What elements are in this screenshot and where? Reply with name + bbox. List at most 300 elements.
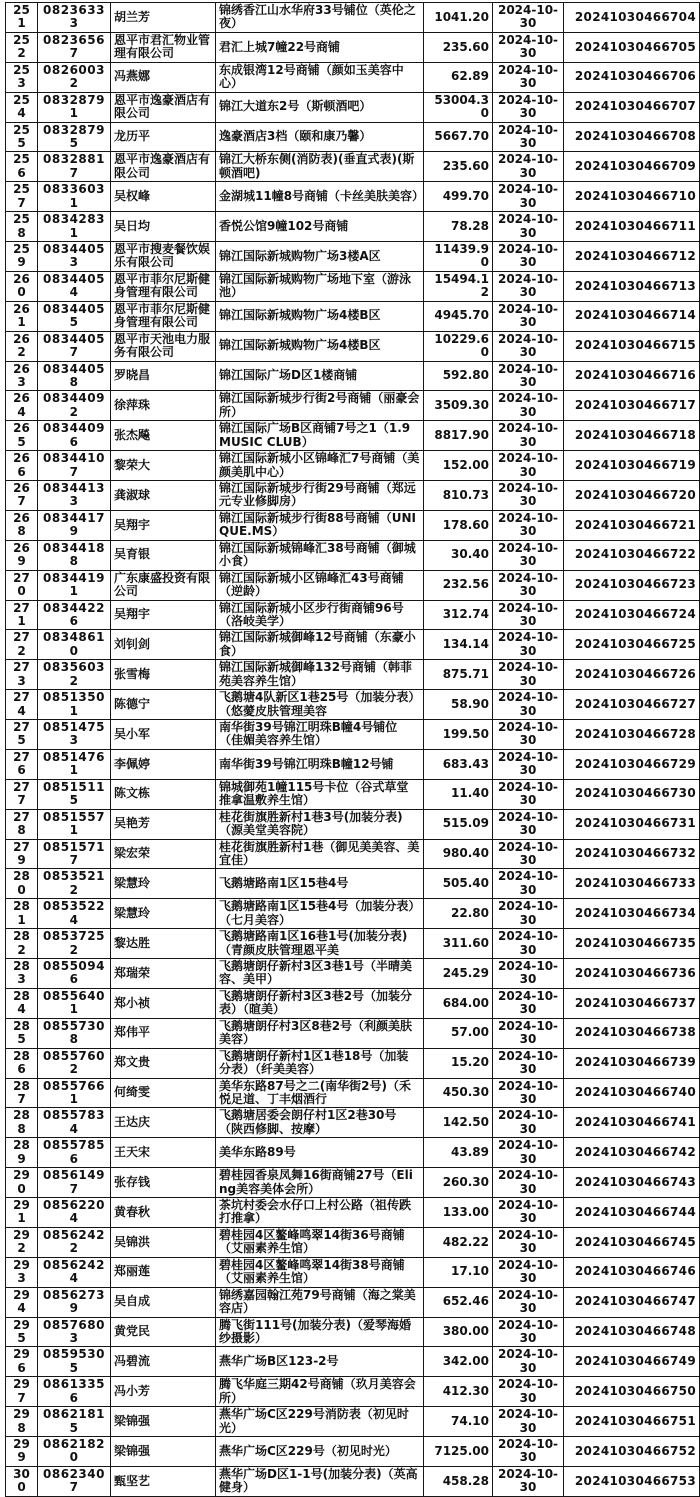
row-number-cell: 299 — [6, 1437, 38, 1467]
date-cell: 2024-10-30 — [493, 1437, 564, 1467]
customer-name-cell: 张存钱 — [111, 1168, 216, 1198]
customer-name-cell: 吴锦洪 — [111, 1227, 216, 1257]
amount-cell: 74.10 — [424, 1407, 493, 1437]
row-number-cell: 271 — [6, 600, 38, 630]
table-row — [6, 929, 700, 959]
table-row — [6, 1078, 700, 1108]
table-row — [6, 1048, 700, 1078]
date-cell: 2024-10-30 — [493, 3, 564, 33]
customer-name-cell: 恩平市逸豪酒店有限公司 — [111, 152, 216, 182]
date-cell: 2024-10-30 — [493, 361, 564, 391]
address-cell: 茶坑村委会水仔口上村公路（祖传跌打推拿） — [216, 1198, 424, 1228]
account-number-cell: 08344107 — [38, 451, 111, 481]
row-number-cell: 277 — [6, 779, 38, 809]
address-cell: 锦江国际新城购物广场3楼A区 — [216, 242, 424, 272]
table-row — [6, 510, 700, 540]
customer-name-cell: 陈文栋 — [111, 779, 216, 809]
account-number-cell: 08514761 — [38, 749, 111, 779]
customer-name-cell: 冯小芳 — [111, 1377, 216, 1407]
amount-cell: 482.22 — [424, 1227, 493, 1257]
serial-number-cell: 20241030466705 — [564, 32, 700, 62]
serial-number-cell: 20241030466724 — [564, 600, 700, 630]
row-number-cell: 268 — [6, 510, 38, 540]
table-row — [6, 959, 700, 989]
amount-cell: 875.71 — [424, 660, 493, 690]
date-cell: 2024-10-30 — [493, 600, 564, 630]
row-number-cell: 284 — [6, 988, 38, 1018]
date-cell: 2024-10-30 — [493, 1377, 564, 1407]
table-row — [6, 152, 700, 182]
table-row — [6, 779, 700, 809]
amount-cell: 342.00 — [424, 1347, 493, 1377]
row-number-cell: 257 — [6, 182, 38, 212]
amount-cell: 133.00 — [424, 1198, 493, 1228]
customer-name-cell: 冯碧流 — [111, 1347, 216, 1377]
row-number-cell: 258 — [6, 212, 38, 242]
customer-name-cell: 郑文贵 — [111, 1048, 216, 1078]
date-cell: 2024-10-30 — [493, 451, 564, 481]
customer-name-cell: 陈德宁 — [111, 690, 216, 720]
customer-name-cell: 郑伟平 — [111, 1018, 216, 1048]
date-cell: 2024-10-30 — [493, 92, 564, 122]
date-cell: 2024-10-30 — [493, 869, 564, 899]
table-row — [6, 3, 700, 33]
address-cell: 飞鹅塘4队新区1巷25号（加装分表）（悠薆皮肤管理美容 — [216, 690, 424, 720]
address-cell: 燕华广场C区229号消防表（初见时光） — [216, 1407, 424, 1437]
serial-number-cell: 20241030466712 — [564, 242, 700, 272]
address-cell: 锦江国际新城购物广场4楼B区 — [216, 301, 424, 331]
date-cell: 2024-10-30 — [493, 1407, 564, 1437]
serial-number-cell: 20241030466708 — [564, 122, 700, 152]
account-number-cell: 08344096 — [38, 421, 111, 451]
serial-number-cell: 20241030466725 — [564, 630, 700, 660]
account-number-cell: 08344133 — [38, 481, 111, 511]
date-cell: 2024-10-30 — [493, 331, 564, 361]
row-number-cell: 273 — [6, 660, 38, 690]
date-cell: 2024-10-30 — [493, 570, 564, 600]
customer-name-cell: 黎荣大 — [111, 451, 216, 481]
serial-number-cell: 20241030466746 — [564, 1257, 700, 1287]
amount-cell: 11.40 — [424, 779, 493, 809]
serial-number-cell: 20241030466745 — [564, 1227, 700, 1257]
amount-cell: 57.00 — [424, 1018, 493, 1048]
date-cell: 2024-10-30 — [493, 182, 564, 212]
address-cell: 碧桂园4区鳌峰鸣翠14街38号商铺（艾丽素养生馆） — [216, 1257, 424, 1287]
table-row — [6, 1018, 700, 1048]
amount-cell: 7125.00 — [424, 1437, 493, 1467]
customer-name-cell: 冯燕娜 — [111, 62, 216, 92]
row-number-cell: 270 — [6, 570, 38, 600]
account-number-cell: 08557856 — [38, 1138, 111, 1168]
date-cell: 2024-10-30 — [493, 809, 564, 839]
date-cell: 2024-10-30 — [493, 749, 564, 779]
table-row — [6, 212, 700, 242]
customer-name-cell: 郑丽莲 — [111, 1257, 216, 1287]
date-cell: 2024-10-30 — [493, 152, 564, 182]
row-number-cell: 272 — [6, 630, 38, 660]
serial-number-cell: 20241030466727 — [564, 690, 700, 720]
row-number-cell: 294 — [6, 1287, 38, 1317]
address-cell: 桂花街旗胜新村1巷3号(加装分表)（源美堂美容院） — [216, 809, 424, 839]
table-row — [6, 1317, 700, 1347]
table-row — [6, 988, 700, 1018]
table-row — [6, 271, 700, 301]
row-number-cell: 300 — [6, 1466, 38, 1496]
address-cell: 锦江国际新城小区锦峰汇43号商铺（逆龄） — [216, 570, 424, 600]
customer-name-cell: 梁锦强 — [111, 1407, 216, 1437]
account-number-cell: 08537252 — [38, 929, 111, 959]
account-number-cell: 08557661 — [38, 1078, 111, 1108]
customer-name-cell: 恩平市逸豪酒店有限公司 — [111, 92, 216, 122]
customer-name-cell: 刘钊剑 — [111, 630, 216, 660]
date-cell: 2024-10-30 — [493, 899, 564, 929]
row-number-cell: 280 — [6, 869, 38, 899]
date-cell: 2024-10-30 — [493, 391, 564, 421]
account-number-cell: 08515571 — [38, 809, 111, 839]
row-number-cell: 274 — [6, 690, 38, 720]
customer-name-cell: 恩平市搜麦餐饮娱乐有限公司 — [111, 242, 216, 272]
account-number-cell: 08595305 — [38, 1347, 111, 1377]
serial-number-cell: 20241030466730 — [564, 779, 700, 809]
amount-cell: 178.60 — [424, 510, 493, 540]
date-cell: 2024-10-30 — [493, 1078, 564, 1108]
address-cell: 锦绣嘉园翰江苑79号商铺（海之棠美容店） — [216, 1287, 424, 1317]
serial-number-cell: 20241030466735 — [564, 929, 700, 959]
address-cell: 锦江大桥东侧(消防表)(垂直式表)(斯顿酒吧) — [216, 152, 424, 182]
serial-number-cell: 20241030466748 — [564, 1317, 700, 1347]
customer-name-cell: 吴自成 — [111, 1287, 216, 1317]
row-number-cell: 275 — [6, 720, 38, 750]
amount-cell: 311.60 — [424, 929, 493, 959]
amount-cell: 53004.30 — [424, 92, 493, 122]
date-cell: 2024-10-30 — [493, 690, 564, 720]
serial-number-cell: 20241030466752 — [564, 1437, 700, 1467]
date-cell: 2024-10-30 — [493, 242, 564, 272]
table-row — [6, 122, 700, 152]
address-cell: 锦江国际新城锦峰汇38号商铺（御城小食） — [216, 540, 424, 570]
customer-name-cell: 吴翔宇 — [111, 510, 216, 540]
address-cell: 飞鹅塘路南1区15巷4号 — [216, 869, 424, 899]
address-cell: 锦江国际新城御峰12号商铺（东豪小食） — [216, 630, 424, 660]
amount-cell: 260.30 — [424, 1168, 493, 1198]
serial-number-cell: 20241030466739 — [564, 1048, 700, 1078]
serial-number-cell: 20241030466716 — [564, 361, 700, 391]
account-number-cell: 08344054 — [38, 271, 111, 301]
address-cell: 碧桂园香泉凤舞16街商铺27号（Eling美容美体会所） — [216, 1168, 424, 1198]
date-cell: 2024-10-30 — [493, 1168, 564, 1198]
address-cell: 飞鹅塘路南1区16巷1号(加装分表)（青颜皮肤管理恩平美 — [216, 929, 424, 959]
account-number-cell: 08342831 — [38, 212, 111, 242]
customer-name-cell: 吴艳芳 — [111, 809, 216, 839]
address-cell: 锦江国际新城御峰132号商铺（韩菲苑美容养生馆） — [216, 660, 424, 690]
customer-name-cell: 吴日均 — [111, 212, 216, 242]
account-number-cell: 08356032 — [38, 660, 111, 690]
serial-number-cell: 20241030466749 — [564, 1347, 700, 1377]
customer-name-cell: 梁慧玲 — [111, 899, 216, 929]
date-cell: 2024-10-30 — [493, 540, 564, 570]
customer-name-cell: 甄坚艺 — [111, 1466, 216, 1496]
address-cell: 腾飞华庭三期42号商铺（玖月美容会所） — [216, 1377, 424, 1407]
table-row — [6, 92, 700, 122]
customer-name-cell: 梁锦强 — [111, 1437, 216, 1467]
date-cell: 2024-10-30 — [493, 988, 564, 1018]
row-number-cell: 295 — [6, 1317, 38, 1347]
account-number-cell: 08344226 — [38, 600, 111, 630]
account-number-cell: 08344188 — [38, 540, 111, 570]
account-number-cell: 08515717 — [38, 839, 111, 869]
customer-name-cell: 吴翔宇 — [111, 600, 216, 630]
address-cell: 锦城御苑1幢115号卡位（谷式草堂推拿温敷养生馆） — [216, 779, 424, 809]
amount-cell: 152.00 — [424, 451, 493, 481]
table-row — [6, 421, 700, 451]
table-row — [6, 1287, 700, 1317]
address-cell: 东成银湾12号商铺（颜如玉美容中心） — [216, 62, 424, 92]
serial-number-cell: 20241030466753 — [564, 1466, 700, 1496]
address-cell: 锦江国际新城步行街29号商铺（郑远元专业修脚房） — [216, 481, 424, 511]
customer-name-cell: 王天宋 — [111, 1138, 216, 1168]
table-row — [6, 1108, 700, 1138]
row-number-cell: 269 — [6, 540, 38, 570]
serial-number-cell: 20241030466715 — [564, 331, 700, 361]
customer-name-cell: 王达庆 — [111, 1108, 216, 1138]
account-number-cell: 08344191 — [38, 570, 111, 600]
account-number-cell: 08328817 — [38, 152, 111, 182]
table-row — [6, 570, 700, 600]
amount-cell: 134.14 — [424, 630, 493, 660]
serial-number-cell: 20241030466707 — [564, 92, 700, 122]
account-number-cell: 08336031 — [38, 182, 111, 212]
row-number-cell: 260 — [6, 271, 38, 301]
amount-cell: 62.89 — [424, 62, 493, 92]
table-row — [6, 1138, 700, 1168]
table-row — [6, 32, 700, 62]
row-number-cell: 298 — [6, 1407, 38, 1437]
serial-number-cell: 20241030466706 — [564, 62, 700, 92]
row-number-cell: 264 — [6, 391, 38, 421]
table-row — [6, 899, 700, 929]
amount-cell: 5667.70 — [424, 122, 493, 152]
amount-cell: 312.74 — [424, 600, 493, 630]
account-number-cell: 08236567 — [38, 32, 111, 62]
amount-cell: 30.40 — [424, 540, 493, 570]
serial-number-cell: 20241030466736 — [564, 959, 700, 989]
amount-cell: 8817.90 — [424, 421, 493, 451]
serial-number-cell: 20241030466709 — [564, 152, 700, 182]
row-number-cell: 252 — [6, 32, 38, 62]
account-number-cell: 08344057 — [38, 331, 111, 361]
row-number-cell: 291 — [6, 1198, 38, 1228]
account-number-cell: 08348610 — [38, 630, 111, 660]
customer-name-cell: 张雪梅 — [111, 660, 216, 690]
address-cell: 美华东路89号 — [216, 1138, 424, 1168]
serial-number-cell: 20241030466740 — [564, 1078, 700, 1108]
account-number-cell: 08344055 — [38, 301, 111, 331]
row-number-cell: 287 — [6, 1078, 38, 1108]
table-row — [6, 1257, 700, 1287]
date-cell: 2024-10-30 — [493, 720, 564, 750]
table-row — [6, 749, 700, 779]
amount-cell: 15494.12 — [424, 271, 493, 301]
address-cell: 飞鹅塘朗仔村3区8巷2号（利颜美肤美容） — [216, 1018, 424, 1048]
serial-number-cell: 20241030466720 — [564, 481, 700, 511]
customer-name-cell: 何绮雯 — [111, 1078, 216, 1108]
account-number-cell: 08260032 — [38, 62, 111, 92]
customer-name-cell: 黄春秋 — [111, 1198, 216, 1228]
amount-cell: 43.89 — [424, 1138, 493, 1168]
row-number-cell: 262 — [6, 331, 38, 361]
address-cell: 锦江国际新城小区步行街商铺96号（洛岐美学） — [216, 600, 424, 630]
serial-number-cell: 20241030466743 — [564, 1168, 700, 1198]
address-cell: 金湖城11幢8号商铺（卡丝美肤美容） — [216, 182, 424, 212]
row-number-cell: 279 — [6, 839, 38, 869]
serial-number-cell: 20241030466721 — [564, 510, 700, 540]
customer-name-cell: 胡兰芳 — [111, 3, 216, 33]
address-cell: 飞鹅塘朗仔新村3区3巷2号（加装分表）（暄美） — [216, 988, 424, 1018]
table-row — [6, 242, 700, 272]
date-cell: 2024-10-30 — [493, 1317, 564, 1347]
address-cell: 碧桂园4区鳌峰鸣翠14街36号商铺（艾丽素养生馆） — [216, 1227, 424, 1257]
account-number-cell: 08556401 — [38, 988, 111, 1018]
customer-name-cell: 龚淑球 — [111, 481, 216, 511]
address-cell: 锦江国际广场D区1楼商铺 — [216, 361, 424, 391]
amount-cell: 458.28 — [424, 1466, 493, 1496]
account-number-cell: 08562422 — [38, 1227, 111, 1257]
serial-number-cell: 20241030466722 — [564, 540, 700, 570]
customer-name-cell: 吴育银 — [111, 540, 216, 570]
date-cell: 2024-10-30 — [493, 481, 564, 511]
table-row — [6, 331, 700, 361]
date-cell: 2024-10-30 — [493, 301, 564, 331]
account-number-cell: 08344092 — [38, 391, 111, 421]
date-cell: 2024-10-30 — [493, 1466, 564, 1496]
table-row — [6, 540, 700, 570]
serial-number-cell: 20241030466747 — [564, 1287, 700, 1317]
amount-cell: 810.73 — [424, 481, 493, 511]
account-number-cell: 08513501 — [38, 690, 111, 720]
customer-name-cell: 吴小军 — [111, 720, 216, 750]
amount-cell: 450.30 — [424, 1078, 493, 1108]
address-cell: 飞鹅塘朗仔新村1区1巷18号（加装分表）（纤美美容） — [216, 1048, 424, 1078]
address-cell: 南华街39号锦江明珠B幢4号铺位（佳媚美容养生馆） — [216, 720, 424, 750]
account-number-cell: 08344179 — [38, 510, 111, 540]
date-cell: 2024-10-30 — [493, 660, 564, 690]
amount-cell: 515.09 — [424, 809, 493, 839]
customer-name-cell: 恩平市天池电力服务有限公司 — [111, 331, 216, 361]
serial-number-cell: 20241030466737 — [564, 988, 700, 1018]
amount-cell: 142.50 — [424, 1108, 493, 1138]
amount-cell: 17.10 — [424, 1257, 493, 1287]
address-cell: 香悦公馆9幢102号商铺 — [216, 212, 424, 242]
row-number-cell: 255 — [6, 122, 38, 152]
customer-name-cell: 黎达胜 — [111, 929, 216, 959]
row-number-cell: 296 — [6, 1347, 38, 1377]
address-cell: 锦江国际新城购物广场地下室（游泳池） — [216, 271, 424, 301]
customer-name-cell: 吴权峰 — [111, 182, 216, 212]
address-cell: 锦江国际新城步行街88号商铺（UNIQUE.MS） — [216, 510, 424, 540]
date-cell: 2024-10-30 — [493, 1138, 564, 1168]
date-cell: 2024-10-30 — [493, 959, 564, 989]
row-number-cell: 253 — [6, 62, 38, 92]
row-number-cell: 276 — [6, 749, 38, 779]
date-cell: 2024-10-30 — [493, 421, 564, 451]
amount-cell: 245.29 — [424, 959, 493, 989]
date-cell: 2024-10-30 — [493, 1257, 564, 1287]
amount-cell: 232.56 — [424, 570, 493, 600]
serial-number-cell: 20241030466711 — [564, 212, 700, 242]
table-row — [6, 720, 700, 750]
amount-cell: 652.46 — [424, 1287, 493, 1317]
row-number-cell: 293 — [6, 1257, 38, 1287]
customer-name-cell: 郑瑞荣 — [111, 959, 216, 989]
customer-name-cell: 恩平市菲尔尼斯健身管理有限公司 — [111, 301, 216, 331]
table-row — [6, 361, 700, 391]
amount-cell: 15.20 — [424, 1048, 493, 1078]
amount-cell: 78.28 — [424, 212, 493, 242]
amount-cell: 235.60 — [424, 32, 493, 62]
account-number-cell: 08562204 — [38, 1198, 111, 1228]
account-number-cell: 08344053 — [38, 242, 111, 272]
date-cell: 2024-10-30 — [493, 1227, 564, 1257]
customer-name-cell: 张杰飚 — [111, 421, 216, 451]
account-number-cell: 08550946 — [38, 959, 111, 989]
row-number-cell: 251 — [6, 3, 38, 33]
address-cell: 锦江国际新城购物广场4楼B区 — [216, 331, 424, 361]
address-cell: 美华东路87号之二(南华街2号)（禾悦足道、丁丰烟酒行 — [216, 1078, 424, 1108]
serial-number-cell: 20241030466744 — [564, 1198, 700, 1228]
address-cell: 君汇上城7幢22号商铺 — [216, 32, 424, 62]
serial-number-cell: 20241030466726 — [564, 660, 700, 690]
amount-cell: 235.60 — [424, 152, 493, 182]
address-cell: 锦江国际广场B区商铺7号之1（1.9 MUSIC CLUB） — [216, 421, 424, 451]
date-cell: 2024-10-30 — [493, 271, 564, 301]
account-number-cell: 08561497 — [38, 1168, 111, 1198]
row-number-cell: 288 — [6, 1108, 38, 1138]
account-number-cell: 08557602 — [38, 1048, 111, 1078]
account-number-cell: 08557834 — [38, 1108, 111, 1138]
table-row — [6, 1198, 700, 1228]
amount-cell: 199.50 — [424, 720, 493, 750]
account-number-cell: 08613356 — [38, 1377, 111, 1407]
address-cell: 飞鹅塘路南1区15巷4号（加装分表）（七月美容） — [216, 899, 424, 929]
date-cell: 2024-10-30 — [493, 779, 564, 809]
serial-number-cell: 20241030466718 — [564, 421, 700, 451]
serial-number-cell: 20241030466717 — [564, 391, 700, 421]
table-row — [6, 1347, 700, 1377]
billing-table — [5, 2, 700, 1497]
serial-number-cell: 20241030466710 — [564, 182, 700, 212]
row-number-cell: 289 — [6, 1138, 38, 1168]
account-number-cell: 08621820 — [38, 1437, 111, 1467]
address-cell: 燕华广场B区123-2号 — [216, 1347, 424, 1377]
amount-cell: 380.00 — [424, 1317, 493, 1347]
row-number-cell: 259 — [6, 242, 38, 272]
serial-number-cell: 20241030466732 — [564, 839, 700, 869]
serial-number-cell: 20241030466751 — [564, 1407, 700, 1437]
amount-cell: 11439.90 — [424, 242, 493, 272]
address-cell: 逸豪酒店3档（颐和康乃馨） — [216, 122, 424, 152]
table-row — [6, 869, 700, 899]
row-number-cell: 278 — [6, 809, 38, 839]
table-row — [6, 1227, 700, 1257]
row-number-cell: 263 — [6, 361, 38, 391]
table-row — [6, 62, 700, 92]
date-cell: 2024-10-30 — [493, 839, 564, 869]
customer-name-cell: 徐萍珠 — [111, 391, 216, 421]
row-number-cell: 267 — [6, 481, 38, 511]
customer-name-cell: 梁慧玲 — [111, 869, 216, 899]
account-number-cell: 08621815 — [38, 1407, 111, 1437]
serial-number-cell: 20241030466729 — [564, 749, 700, 779]
